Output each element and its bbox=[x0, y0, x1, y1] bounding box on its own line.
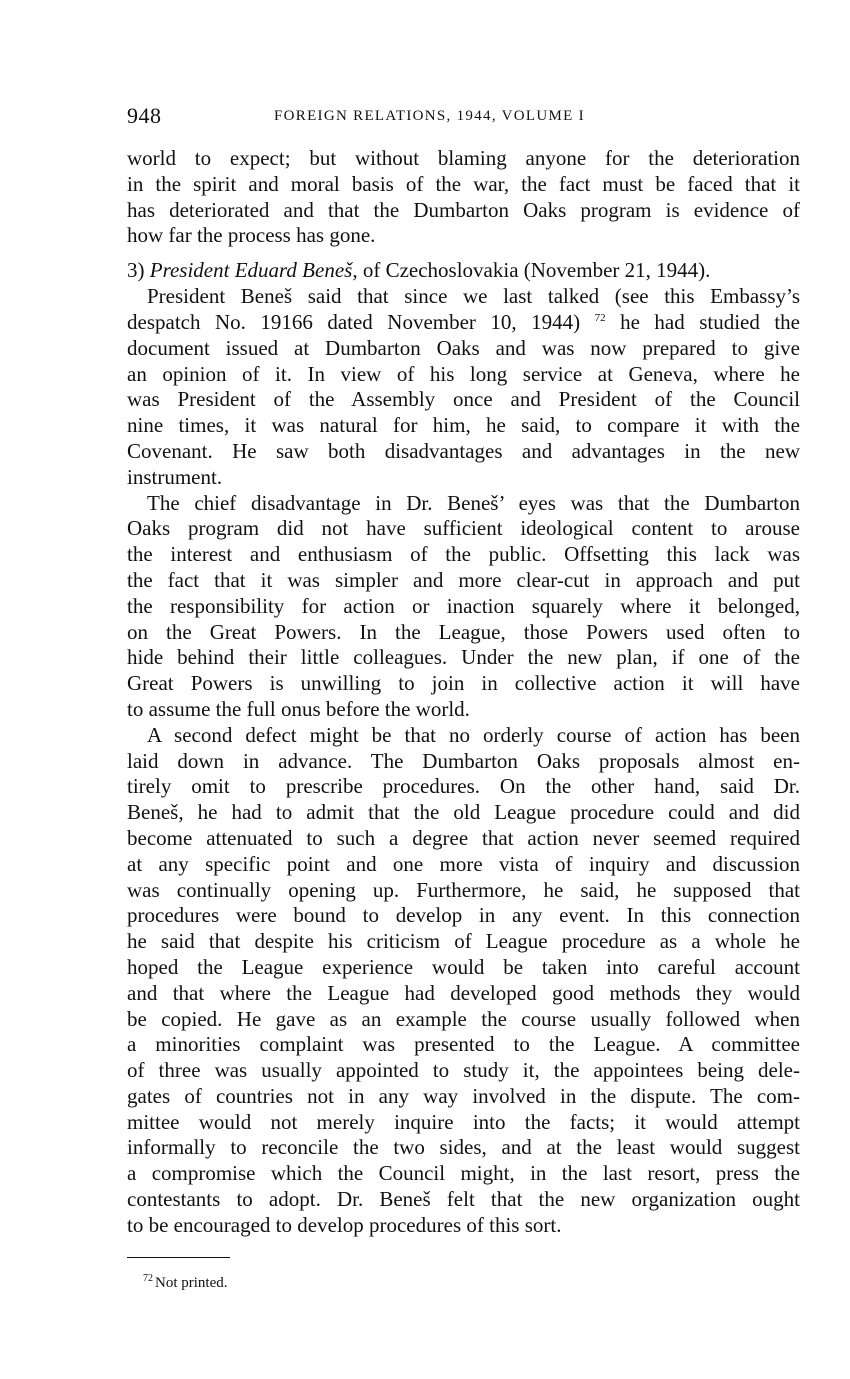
text-line: the fact that it was simpler and more clear-cut in approach and put bbox=[127, 567, 800, 592]
section-rest: of Czechoslovakia (November 21, 1944). bbox=[362, 258, 711, 283]
text-line-with-footnote: despatch No. 19166 dated November 10, 1944) $^{72}$ he had studied the bbox=[127, 309, 800, 334]
text-line: to be encouraged to develop procedures of this sort. bbox=[127, 1212, 562, 1237]
text-line: the responsibility for action or inaction squarely where it belonged, bbox=[127, 593, 800, 618]
section-heading bbox=[127, 257, 800, 284]
footnote-reference: 72 bbox=[594, 311, 606, 324]
person-name: President Eduard Beneš, bbox=[149, 258, 358, 283]
text-line: how far the process has gone. bbox=[127, 223, 376, 248]
text-line: hoped the League experience would be taken into careful account bbox=[127, 954, 800, 979]
text-line: be copied. He gave as an example the course usually followed when bbox=[127, 1006, 800, 1031]
text-line: document issued at Dumbarton Oaks and was now prepared to give bbox=[127, 335, 800, 360]
text-line: to assume the full onus before the world. bbox=[127, 696, 470, 721]
footnote-text: Not printed. bbox=[155, 1275, 228, 1291]
body-text bbox=[127, 146, 800, 1239]
text-line: Oaks program did not have sufficient ideological content to arouse bbox=[127, 516, 800, 541]
text-line: Great Powers is unwilling to join in collective action it will have bbox=[127, 671, 800, 696]
text-line: Beneš, he had to admit that the old League procedure could and did bbox=[127, 800, 800, 825]
running-head: FOREIGN RELATIONS, 1944, VOLUME I bbox=[274, 108, 585, 124]
text-line: has deteriorated and that the Dumbarton Oaks program is evidence of bbox=[127, 197, 800, 222]
text-line: hide behind their little colleagues. Under the new plan, if one of the bbox=[127, 645, 800, 670]
text-line: laid down in advance. The Dumbarton Oaks proposals almost en- bbox=[127, 748, 800, 773]
page-number: 948 bbox=[127, 103, 162, 128]
text-line: become attenuated to such a degree that action never seemed required bbox=[127, 825, 800, 850]
text-line: President Beneš said that since we last talked (see this Embassy’s bbox=[147, 284, 800, 309]
text-line: The chief disadvantage in Dr. Beneš’ eyes was that the Dumbarton bbox=[147, 490, 800, 515]
text-line: he said that despite his criticism of League procedure as a whole he bbox=[127, 929, 800, 954]
text-line: world to expect; but without blaming anyone for the deterioration bbox=[127, 146, 800, 170]
text-line: at any specific point and one more vista of inquiry and discussion bbox=[127, 851, 800, 876]
section-number: 3) bbox=[127, 258, 145, 283]
text-line: contestants to adopt. Dr. Beneš felt that the new organization ought bbox=[127, 1187, 800, 1212]
text-line: gates of countries not in any way involved in the dispute. The com- bbox=[127, 1083, 800, 1108]
page-header bbox=[127, 103, 800, 133]
footnote-divider bbox=[127, 1257, 230, 1258]
text-line: mittee would not merely inquire into the facts; it would attempt bbox=[127, 1109, 800, 1134]
text-line: a compromise which the Council might, in the last resort, press the bbox=[127, 1161, 800, 1186]
text-line: of three was usually appointed to study it, the appointees being dele- bbox=[127, 1058, 800, 1083]
text-line: an opinion of it. In view of his long service at Geneva, where he bbox=[127, 361, 800, 386]
text-line: instrument. bbox=[127, 464, 223, 489]
text-line: the interest and enthusiasm of the public. Offsetting this lack was bbox=[127, 542, 800, 567]
footnote bbox=[143, 1275, 228, 1292]
text-line: informally to reconcile the two sides, and at the least would suggest bbox=[127, 1135, 800, 1160]
text-line: and that where the League had developed good methods they would bbox=[127, 980, 800, 1005]
text-line: was continually opening up. Furthermore, he said, he supposed that bbox=[127, 877, 800, 902]
footnote-mark: 72 bbox=[143, 1273, 153, 1284]
text-line: nine times, it was natural for him, he said, to compare it with the bbox=[127, 413, 800, 438]
text-line: procedures were bound to develop in any event. In this connection bbox=[127, 903, 800, 928]
text-line: tirely omit to prescribe procedures. On the other hand, said Dr. bbox=[127, 774, 800, 799]
text-line: on the Great Powers. In the League, those Powers used often to bbox=[127, 619, 800, 644]
text-line: Covenant. He saw both disadvantages and advantages in the new bbox=[127, 438, 800, 463]
text-line: A second defect might be that no orderly course of action has been bbox=[147, 722, 800, 747]
text-line: in the spirit and moral basis of the war, the fact must be faced that it bbox=[127, 171, 800, 196]
text-line: was President of the Assembly once and President of the Council bbox=[127, 387, 800, 412]
text-line: a minorities complaint was presented to the League. A committee bbox=[127, 1032, 800, 1057]
